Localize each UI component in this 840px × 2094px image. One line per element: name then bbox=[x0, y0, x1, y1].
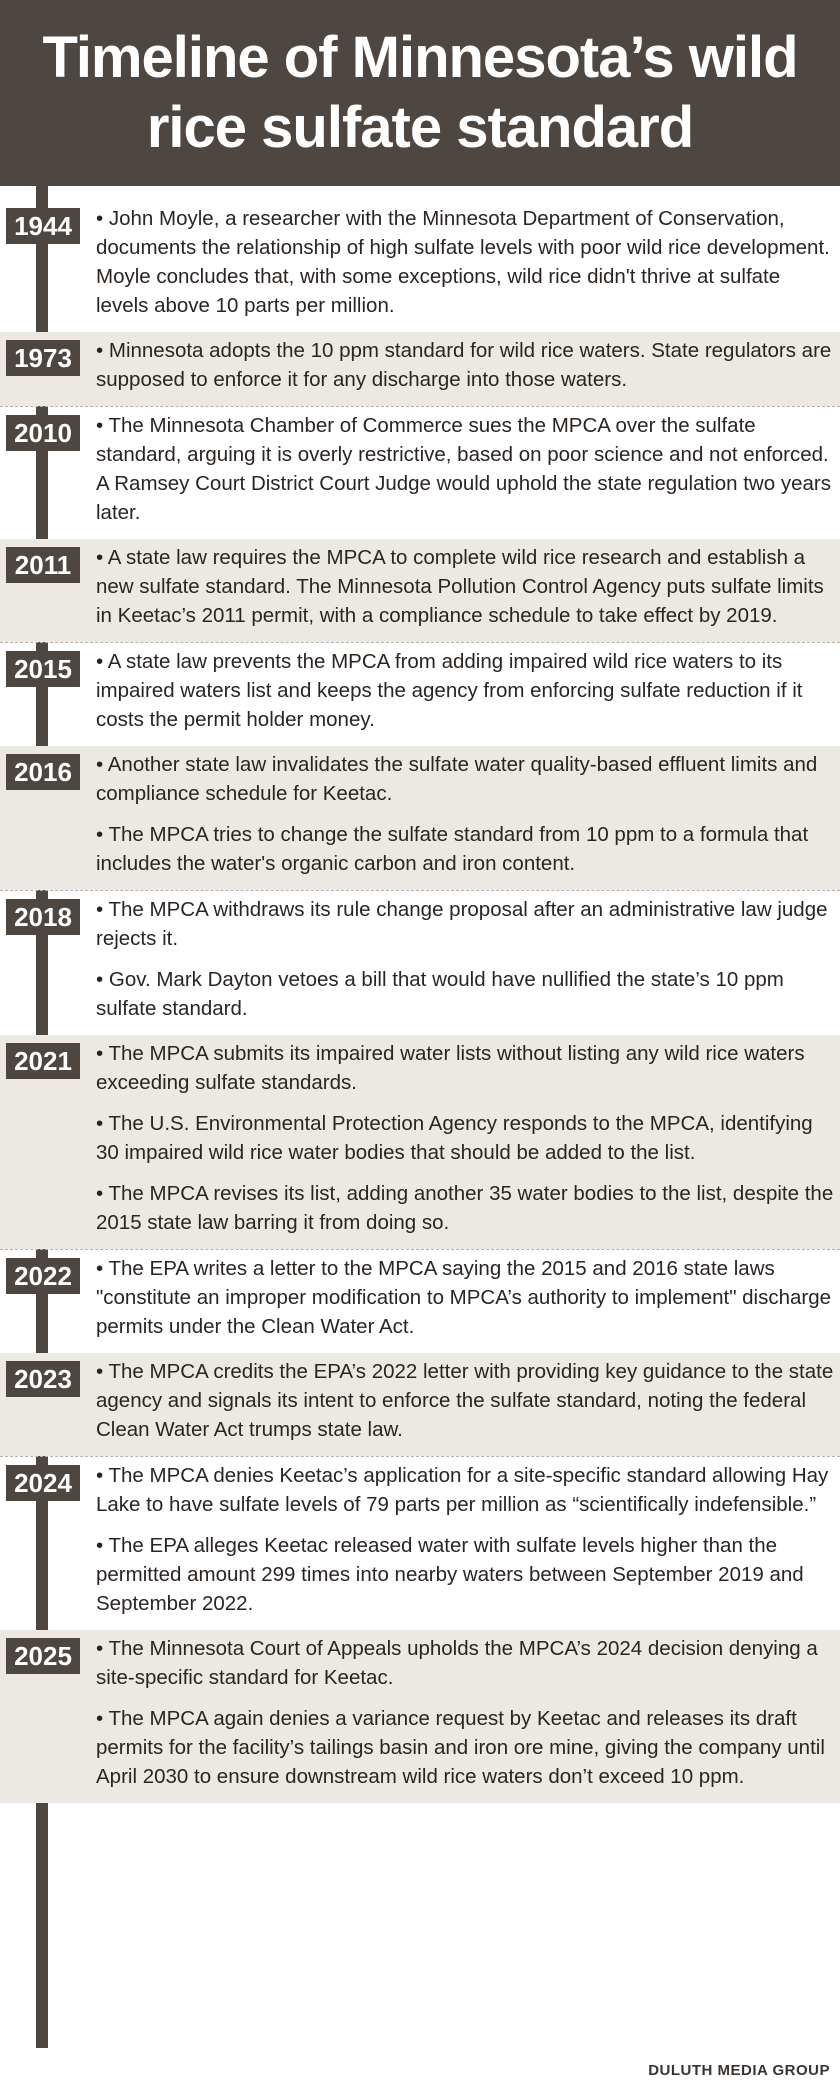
entry-text: • The MPCA withdraws its rule change proposal after an administrative law judge rejects it. bbox=[96, 898, 828, 950]
entry-text: • The MPCA revises its list, adding another 35 water bodies to the list, despite the 2015 state law barring it from doing so. bbox=[96, 1182, 834, 1234]
timeline-entry-2023 bbox=[0, 1353, 840, 1456]
year-badge: 2021 bbox=[6, 1043, 80, 1079]
entry-items bbox=[96, 895, 834, 1023]
timeline-entry-2024 bbox=[0, 1456, 840, 1630]
page-title-line-2: rice sulfate standard bbox=[146, 95, 694, 160]
entry-items bbox=[96, 1254, 834, 1341]
entry-text: • A state law requires the MPCA to complete wild rice research and establish a new sulfate standard. The Minnesota Pollution Control Agency puts sulfate limits in Keetac’s 2011 permit, with a compliance schedule to take effect by 2019. bbox=[96, 546, 824, 627]
entry-items bbox=[96, 336, 834, 394]
entry-text: • The Minnesota Court of Appeals upholds the MPCA’s 2024 decision denying a site-specific standard for Keetac. bbox=[96, 1637, 818, 1689]
source-credit: DULUTH MEDIA GROUP bbox=[648, 2062, 830, 2079]
timeline-entry-2011 bbox=[0, 539, 840, 642]
timeline-entry-2022 bbox=[0, 1249, 840, 1353]
entry-text: • Gov. Mark Dayton vetoes a bill that would have nullified the state’s 10 ppm sulfate standard. bbox=[96, 968, 784, 1020]
page-title-line-1: Timeline of Minnesota’s wild bbox=[42, 25, 798, 90]
entry-items bbox=[96, 1357, 834, 1444]
entry-items bbox=[96, 1634, 834, 1791]
timeline-entry-2018 bbox=[0, 890, 840, 1035]
entry-text: • The EPA writes a letter to the MPCA saying the 2015 and 2016 state laws "constitute an improper modification to MPCA’s authority to implement" discharge permits under the Clean Water Act. bbox=[96, 1257, 832, 1338]
year-badge: 2016 bbox=[6, 754, 80, 790]
entry-text: • Another state law invalidates the sulfate water quality-based effluent limits and compliance schedule for Keetac. bbox=[96, 753, 818, 805]
year-badge: 2011 bbox=[6, 547, 80, 583]
entry-items bbox=[96, 543, 834, 630]
title-banner bbox=[0, 0, 840, 186]
entry-text: • Minnesota adopts the 10 ppm standard for wild rice waters. State regulators are supposed to enforce it for any discharge into those waters. bbox=[96, 339, 832, 391]
entry-items bbox=[96, 204, 834, 320]
entry-text: • The EPA alleges Keetac released water with sulfate levels higher than the permitted amount 299 times into nearby waters between September 2019 and September 2022. bbox=[96, 1534, 804, 1615]
entry-text: • John Moyle, a researcher with the Minnesota Department of Conservation, documents the relationship of high sulfate levels with poor wild rice development. Moyle concludes that, with some exceptions, wild rice didn't thrive at sulfate levels above 10 parts per million. bbox=[96, 207, 830, 317]
entry-items bbox=[96, 750, 834, 878]
entry-text: • The U.S. Environmental Protection Agency responds to the MPCA, identifying 30 impaired wild rice water bodies that should be added to the list. bbox=[96, 1112, 813, 1164]
timeline-entry-1973 bbox=[0, 332, 840, 406]
entry-text: • The Minnesota Chamber of Commerce sues the MPCA over the sulfate standard, arguing it is overly restrictive, based on poor science and not enforced. A Ramsey Court District Court Judge would uphold the state regulation two years later. bbox=[96, 414, 831, 524]
year-badge: 2023 bbox=[6, 1361, 80, 1397]
year-badge: 2024 bbox=[6, 1465, 80, 1501]
entry-text: • A state law prevents the MPCA from adding impaired wild rice waters to its impaired waters list and keeps the agency from enforcing sulfate reduction if it costs the permit holder money. bbox=[96, 650, 803, 731]
year-badge: 2015 bbox=[6, 651, 80, 687]
entry-items bbox=[96, 411, 834, 527]
entry-items bbox=[96, 1461, 834, 1618]
entry-text: • The MPCA denies Keetac’s application for a site-specific standard allowing Hay Lake to have sulfate levels of 79 parts per million as “scientifically indefensible.” bbox=[96, 1464, 829, 1516]
year-badge: 1944 bbox=[6, 208, 80, 244]
year-badge: 2022 bbox=[6, 1258, 80, 1294]
timeline-entries bbox=[0, 200, 840, 1803]
year-badge: 2025 bbox=[6, 1638, 80, 1674]
entry-text: • The MPCA tries to change the sulfate standard from 10 ppm to a formula that includes the water's organic carbon and iron content. bbox=[96, 823, 809, 875]
timeline-entry-2010 bbox=[0, 406, 840, 539]
entry-text: • The MPCA again denies a variance request by Keetac and releases its draft permits for the facility’s tailings basin and iron ore mine, giving the company until April 2030 to ensure downstream wild rice waters don’t exceed 10 ppm. bbox=[96, 1707, 825, 1788]
entry-items bbox=[96, 647, 834, 734]
timeline-entry-2015 bbox=[0, 642, 840, 746]
entry-items bbox=[96, 1039, 834, 1237]
timeline-entry-2025 bbox=[0, 1630, 840, 1803]
timeline-entry-2021 bbox=[0, 1035, 840, 1249]
timeline-entry-2016 bbox=[0, 746, 840, 890]
entry-text: • The MPCA credits the EPA’s 2022 letter with providing key guidance to the state agency and signals its intent to enforce the sulfate standard, noting the federal Clean Water Act trumps state law. bbox=[96, 1360, 834, 1441]
timeline-entry-1944 bbox=[0, 200, 840, 332]
year-badge: 1973 bbox=[6, 340, 80, 376]
year-badge: 2010 bbox=[6, 415, 80, 451]
year-badge: 2018 bbox=[6, 899, 80, 935]
entry-text: • The MPCA submits its impaired water lists without listing any wild rice waters exceeding sulfate standards. bbox=[96, 1042, 805, 1094]
